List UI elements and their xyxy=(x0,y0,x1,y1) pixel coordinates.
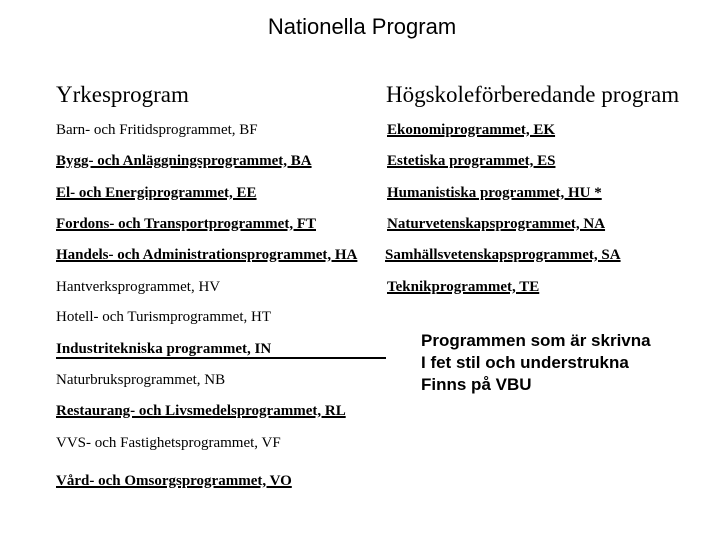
program-sa: Samhällsvetenskapsprogrammet, SA xyxy=(385,247,621,263)
program-ft: Fordons- och Transportprogrammet, FT xyxy=(56,216,316,232)
program-te: Teknikprogrammet, TE xyxy=(387,279,540,295)
program-na: Naturvetenskapsprogrammet, NA xyxy=(387,216,606,232)
program-bf: Barn- och Fritidsprogrammet, BF xyxy=(56,122,258,138)
note-line: I fet stil och understrukna xyxy=(421,353,629,372)
program-ba: Bygg- och Anläggningsprogrammet, BA xyxy=(56,153,312,169)
program-ee: El- och Energiprogrammet, EE xyxy=(56,185,257,201)
program-vf: VVS- och Fastighetsprogrammet, VF xyxy=(56,435,281,451)
program-ha: Handels- och Administrationsprogrammet, HA xyxy=(56,247,358,263)
note-line: Finns på VBU xyxy=(421,375,532,394)
note-box xyxy=(421,330,651,396)
program-rl: Restaurang- och Livsmedelsprogrammet, RL xyxy=(56,403,346,419)
heading-hogskoleforberedande: Högskoleförberedande program xyxy=(386,82,680,107)
program-vo: Vård- och Omsorgsprogrammet, VO xyxy=(56,473,292,489)
program-es: Estetiska programmet, ES xyxy=(387,153,556,169)
program-nb: Naturbruksprogrammet, NB xyxy=(56,372,226,388)
note-line: Programmen som är skrivna xyxy=(421,331,651,350)
program-ht: Hotell- och Turismprogrammet, HT xyxy=(56,309,271,325)
heading-yrkesprogram: Yrkesprogram xyxy=(56,82,189,107)
program-ek: Ekonomiprogrammet, EK xyxy=(387,122,556,138)
program-hu: Humanistiska programmet, HU * xyxy=(387,185,602,201)
program-in: Industritekniska programmet, IN xyxy=(56,342,386,359)
page-title: Nationella Program xyxy=(267,14,457,39)
program-hv: Hantverksprogrammet, HV xyxy=(56,279,221,295)
